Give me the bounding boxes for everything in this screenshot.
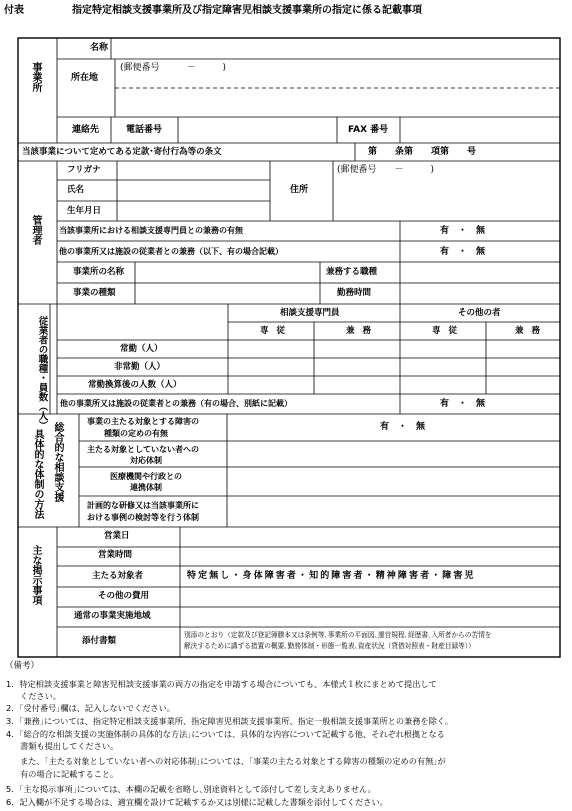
staff-row-equivalent: 常勤換算後の人数（人） — [88, 380, 182, 390]
note-5: 5．｢主な掲示事項｣については、本欄の記載を省略し､別途資料として添付して差し支えありません。 — [6, 784, 376, 794]
office-contact-label: 連絡先 — [72, 125, 100, 135]
system-section-label-b: 具体的な体制の方法 — [32, 429, 43, 519]
notice-target-value: 特定無し・身体障害者・知的障害者・精神障害者・障害児 — [187, 571, 476, 581]
staff-col-consultant: 相談支援専門員 — [280, 308, 340, 318]
manager-biz-type-label: 事業の種類 — [73, 288, 116, 298]
system-r4-line2: おける事例の検討等を行う体制 — [87, 513, 199, 522]
system-section-label-a: 総合的な相談支援 — [52, 422, 63, 502]
notes-heading: （備考） — [5, 661, 40, 671]
notice-fees-label: その他の費用 — [98, 591, 150, 601]
articles-value: 第 条第 項第 号 — [368, 147, 477, 157]
note-4d: 有の場合に記載すること。 — [20, 769, 119, 779]
office-address-label: 所在地 — [71, 73, 99, 83]
attach-label: 添付書類 — [82, 636, 117, 646]
notice-section-label: 主な掲示事項 — [30, 545, 41, 605]
manager-postal-hint: (郵便番号 － ) — [337, 165, 435, 175]
manager-dual1-value: 有 ・ 無 — [440, 226, 486, 236]
manager-dual1-label: 当該事業所における相談支援専門員との兼務の有無 — [59, 226, 243, 235]
manager-birth-label: 生年月日 — [67, 206, 102, 216]
office-postal-hint: (郵便番号 － ) — [120, 63, 227, 73]
notice-area-label: 通常の事業実施地域 — [74, 611, 151, 621]
manager-dual2-label: 他の事業所又は施設の従業者との兼務（以下、有の場合記載） — [59, 247, 283, 256]
staff-row-parttime: 非常勤（人） — [114, 362, 166, 372]
attach-text-line2: 解決するために講ずる措置の概要､勤務体制・形態一覧表､資産状況（貸借対照表・財産目録等）） — [184, 642, 475, 650]
manager-position-label: 兼務する職種 — [326, 267, 378, 277]
manager-name-label: 氏名 — [67, 185, 85, 195]
office-phone-label: 電話番号 — [126, 125, 163, 135]
note-6: 6．記入欄が不足する場合は、適宜欄を設けて記載するか又は別様に記載した書類を添付してください。 — [6, 797, 388, 807]
staff-other-dual-value: 有 ・ 無 — [440, 399, 486, 409]
staff-fulltime-a: 専従 — [260, 326, 294, 336]
note-1a: 1．特定相談支援事業と障害児相談支援事業の両方の指定を申請する場合についても、本様式１枚にまとめて提出して — [6, 679, 437, 689]
office-fax-label: FAX 番号 — [348, 125, 389, 135]
note-2: 2．｢受付番号｣欄は、記入しないでください。 — [6, 703, 175, 713]
staff-row-fulltime: 常勤（人） — [120, 344, 163, 354]
manager-dual2-value: 有 ・ 無 — [440, 247, 486, 257]
notice-hours-label: 営業時間 — [98, 550, 133, 560]
staff-parttime-b: 兼務 — [515, 326, 549, 336]
system-r1-value: 有 ・ 無 — [380, 422, 426, 432]
manager-hours-label: 勤務時間 — [337, 288, 372, 298]
staff-parttime-a: 兼務 — [346, 326, 380, 336]
form-title: 指定特定相談支援事業所及び指定障害児相談支援事業所の指定に係る記載事項 — [72, 5, 422, 16]
attach-text-line1: 別添のとおり（定款及び登記簿謄本又は条例等､事業所の平面図､運営規程､経歴書､入所者からの苦情を — [184, 631, 492, 639]
manager-office-name-label: 事業所の名称 — [73, 267, 125, 277]
form-prefix: 付表 — [4, 5, 24, 16]
staff-fulltime-b: 専従 — [432, 326, 466, 336]
manager-section-label: 管理者 — [30, 215, 41, 245]
articles-label: 当該事業について定めてある定款･寄付行為等の条文 — [22, 147, 222, 157]
office-name-label: 名称 — [90, 43, 109, 53]
staff-other-dual-label: 他の事業所又は施設の従業者との兼務（有の場合、別紙に記載） — [60, 399, 292, 408]
note-4a: 4．｢総合的な相談支援の実施体制の具体的な方法｣については、具体的な内容について記載する他、それぞれ根拠となる — [6, 729, 445, 739]
system-r3-line2: 連携体制 — [130, 483, 162, 492]
staff-col-other: その他の者 — [458, 308, 501, 318]
system-r2-line2: 対応体制 — [130, 456, 162, 465]
note-4b: 書類も提出してください。 — [20, 741, 119, 751]
system-r1-line1: 事業の主たる対象とする障害の — [87, 417, 199, 426]
note-1b: ください。 — [20, 691, 61, 701]
note-4c: また、｢主たる対象としていない者への対応体制｣については、｢事業の主たる対象とする障害の種類の定めの有無｣が — [20, 756, 446, 766]
office-section-label: 事業所 — [30, 62, 41, 92]
system-r4-line1: 計画的な研修又は当該事業所に — [87, 501, 199, 510]
notice-days-label: 営業日 — [104, 531, 130, 541]
staff-section-label: 従業者の職種・員数（人） — [36, 316, 48, 430]
notice-target-label: 主たる対象者 — [92, 571, 144, 581]
note-3: 3．｢兼務｣については、指定特定相談支援事業所、指定障害児相談支援事業所、指定一般相談支援事業所との兼務を除く。 — [6, 716, 454, 726]
system-r1-line2: 種類の定めの有無 — [104, 429, 168, 438]
manager-address-label: 住所 — [290, 185, 309, 195]
system-r3-line1: 医療機関や行政との — [110, 472, 182, 481]
system-r2-line1: 主たる対象としていない者への — [87, 445, 199, 454]
manager-furigana-label: フリガナ — [67, 165, 101, 175]
